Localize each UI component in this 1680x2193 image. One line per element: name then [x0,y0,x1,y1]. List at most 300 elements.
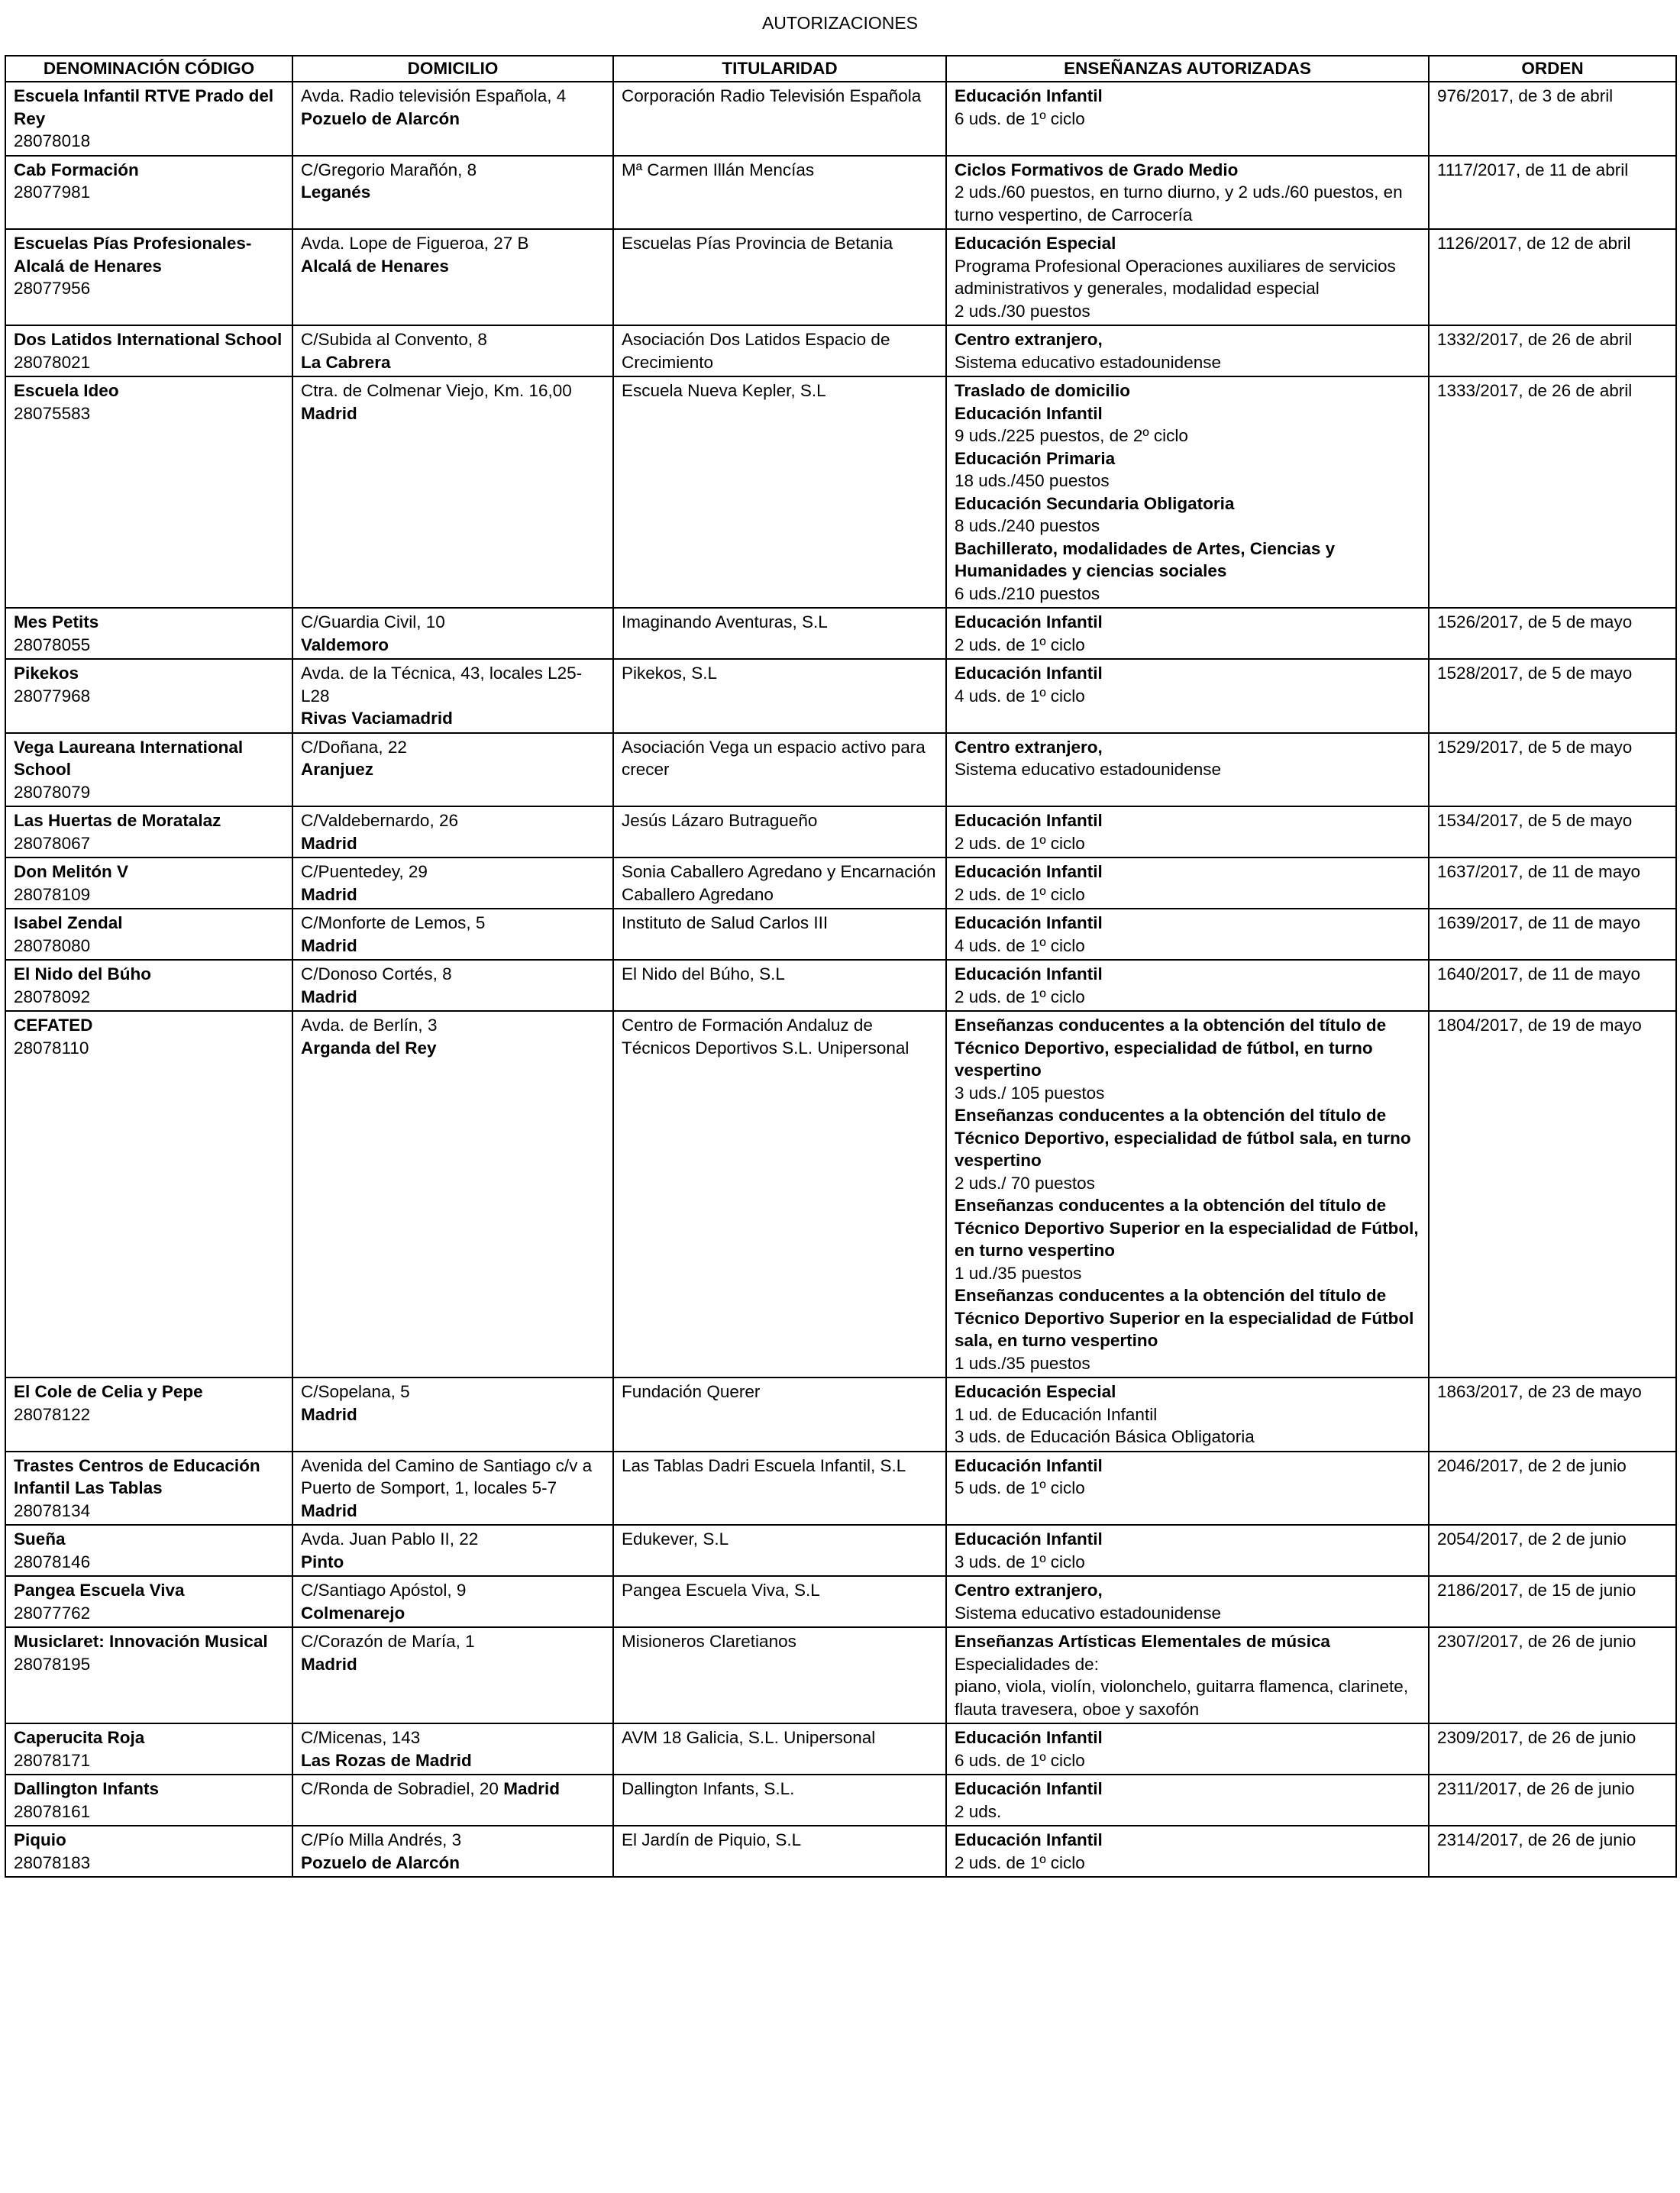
order-cell [1429,1627,1676,1723]
order-text: 2046/2017, de 2 de junio [1437,1455,1627,1475]
address-city: Madrid [301,987,357,1006]
table-row [5,82,1676,156]
center-name: Pangea Escuela Viva [14,1581,185,1600]
owner-cell [613,325,946,376]
address-city: Rivas Vaciamadrid [301,709,453,728]
teaching-heading: Educación Secundaria Obligatoria [955,493,1235,513]
teaching-detail: 5 uds. de 1º ciclo [955,1478,1085,1497]
center-cell [5,960,292,1011]
address-street: C/Doñana, 22 [301,737,407,757]
address-cell [292,1452,613,1526]
teaching-detail: 6 uds. de 1º ciclo [955,1750,1085,1770]
teachings-cell [946,1377,1429,1452]
column-header-name: DENOMINACIÓN CÓDIGO [5,56,292,82]
table-body [5,82,1676,1877]
center-name: Escuela Infantil RTVE Prado del Rey [14,86,274,128]
center-code: 28077956 [14,279,91,298]
center-code: 28075583 [14,403,91,423]
center-name: El Cole de Celia y Pepe [14,1382,203,1401]
teaching-detail: 3 uds. de Educación Básica Obligatoria [955,1427,1255,1446]
header-row [5,56,1676,82]
owner-text: Misioneros Claretianos [622,1632,796,1651]
teachings-cell [946,1011,1429,1377]
teaching-detail: 2 uds. de 1º ciclo [955,635,1085,654]
order-cell [1429,806,1676,857]
owner-cell [613,82,946,156]
owner-cell [613,1011,946,1377]
owner-text: Imaginando Aventuras, S.L [622,612,828,631]
center-cell [5,806,292,857]
address-cell [292,1525,613,1576]
center-cell [5,1723,292,1775]
address-cell [292,156,613,230]
address-city: Madrid [301,1654,357,1674]
order-text: 1534/2017, de 5 de mayo [1437,811,1633,830]
center-cell [5,1377,292,1452]
order-text: 1863/2017, de 23 de mayo [1437,1382,1642,1401]
order-text: 1528/2017, de 5 de mayo [1437,664,1633,683]
page-title: AUTORIZACIONES [761,13,919,33]
address-street: Avda. Lope de Figueroa, 27 B [301,234,529,253]
center-name: Trastes Centros de Educación Infantil Las Tablas [14,1455,260,1497]
order-cell [1429,229,1676,325]
authorizations-table [5,55,1677,1878]
teaching-detail: Programa Profesional Operaciones auxiliares de servicios administrativos y generales, modalidad especial [955,256,1396,298]
order-text: 2314/2017, de 26 de junio [1437,1830,1636,1849]
address-cell [292,1723,613,1775]
order-cell [1429,325,1676,376]
teaching-detail: Sistema educativo estadounidense [955,760,1221,779]
teachings-cell [946,325,1429,376]
address-cell [292,1826,613,1877]
address-street: Ctra. de Colmenar Viejo, Km. 16,00 [301,381,572,400]
order-text: 976/2017, de 3 de abril [1437,86,1614,105]
column-header-owner: TITULARIDAD [613,56,946,82]
address-city: La Cabrera [301,352,391,372]
address-cell [292,960,613,1011]
address-street: C/Micenas, 143 [301,1728,421,1747]
owner-text: AVM 18 Galicia, S.L. Unipersonal [622,1728,876,1747]
owner-cell [613,1775,946,1826]
center-code: 28078055 [14,635,91,654]
center-code: 28078183 [14,1852,91,1872]
owner-text: Asociación Dos Latidos Espacio de Crecimiento [622,330,890,372]
owner-cell [613,1723,946,1775]
address-cell [292,608,613,659]
owner-cell [613,733,946,807]
address-city: Madrid [301,833,357,853]
address-city: Valdemoro [301,635,389,654]
center-name: Don Melitón V [14,862,128,881]
teaching-detail: 6 uds. de 1º ciclo [955,108,1085,128]
center-code: 28077762 [14,1603,91,1623]
order-text: 1526/2017, de 5 de mayo [1437,612,1633,631]
teaching-heading: Educación Infantil [955,1529,1103,1549]
teaching-detail: 8 uds./240 puestos [955,516,1100,535]
center-name: Cab Formación [14,160,139,179]
order-text: 1804/2017, de 19 de mayo [1437,1016,1642,1035]
owner-text: Centro de Formación Andaluz de Técnicos Deportivos S.L. Unipersonal [622,1016,909,1058]
center-cell [5,857,292,909]
owner-cell [613,608,946,659]
address-cell [292,1377,613,1452]
address-cell [292,325,613,376]
address-cell [292,806,613,857]
teaching-heading: Centro extranjero, [955,737,1103,757]
order-text: 2311/2017, de 26 de junio [1437,1779,1635,1798]
teachings-cell [946,857,1429,909]
order-cell [1429,909,1676,960]
order-cell [1429,1011,1676,1377]
address-city: Madrid [301,884,357,904]
teaching-detail: 1 ud./35 puestos [955,1263,1082,1283]
address-cell [292,229,613,325]
teaching-heading: Enseñanzas conducentes a la obtención del título de Técnico Deportivo, especialidad de fútbol sala, en turno vespertino [955,1106,1411,1170]
order-text: 2307/2017, de 26 de junio [1437,1632,1636,1651]
order-cell [1429,608,1676,659]
table-row [5,1576,1676,1627]
owner-text: Jesús Lázaro Butragueño [622,811,818,830]
center-code: 28078018 [14,131,91,150]
address-street: C/Puentedey, 29 [301,862,428,881]
order-cell [1429,733,1676,807]
table-row [5,1377,1676,1452]
center-code: 28077968 [14,686,91,706]
table-row [5,1452,1676,1526]
teachings-cell [946,229,1429,325]
address-city: Madrid [301,1404,357,1424]
center-name: Escuela Ideo [14,381,119,400]
address-cell [292,733,613,807]
address-street: C/Valdebernardo, 26 [301,811,458,830]
table-row [5,806,1676,857]
order-cell [1429,857,1676,909]
address-street: C/Donoso Cortés, 8 [301,964,452,983]
center-code: 28078122 [14,1404,91,1424]
table-row [5,659,1676,733]
owner-text: Edukever, S.L [622,1529,729,1549]
table-row [5,156,1676,230]
teaching-detail: 18 uds./450 puestos [955,471,1110,490]
order-cell [1429,960,1676,1011]
teachings-cell [946,608,1429,659]
order-text: 2186/2017, de 15 de junio [1437,1581,1636,1600]
address-city: Pozuelo de Alarcón [301,108,460,128]
center-code: 28078021 [14,352,91,372]
owner-text: Corporación Radio Televisión Española [622,86,922,105]
owner-text: Fundación Querer [622,1382,761,1401]
owner-cell [613,229,946,325]
address-street: C/Pío Milla Andrés, 3 [301,1830,462,1849]
teaching-detail: 4 uds. de 1º ciclo [955,935,1085,955]
center-code: 28078092 [14,987,91,1006]
address-cell [292,909,613,960]
address-street: C/Corazón de María, 1 [301,1632,475,1651]
teaching-heading: Educación Infantil [955,1830,1103,1849]
teachings-cell [946,1452,1429,1526]
address-city: Pozuelo de Alarcón [301,1852,460,1872]
teachings-cell [946,909,1429,960]
center-name: Sueña [14,1529,66,1549]
center-name: CEFATED [14,1016,93,1035]
center-code: 28078161 [14,1801,91,1821]
order-text: 1639/2017, de 11 de mayo [1437,913,1641,932]
table-row [5,857,1676,909]
owner-text: Sonia Caballero Agredano y Encarnación Caballero Agredano [622,862,936,904]
owner-cell [613,857,946,909]
address-city: Arganda del Rey [301,1038,437,1058]
owner-cell [613,1576,946,1627]
address-street: C/Monforte de Lemos, 5 [301,913,486,932]
owner-cell [613,659,946,733]
teaching-detail: 2 uds./60 puestos, en turno diurno, y 2 uds./60 puestos, en turno vespertino, de Carrocería [955,182,1403,224]
order-cell [1429,1576,1676,1627]
owner-text: Dallington Infants, S.L. [622,1779,795,1798]
center-code: 28078080 [14,935,91,955]
teaching-heading: Educación Infantil [955,913,1103,932]
teaching-detail: 3 uds. de 1º ciclo [955,1552,1085,1571]
owner-cell [613,1627,946,1723]
teaching-heading: Enseñanzas conducentes a la obtención del título de Técnico Deportivo, especialidad de fútbol, en turno vespertino [955,1016,1387,1080]
teaching-heading: Educación Especial [955,234,1116,253]
teaching-detail: piano, viola, violín, violonchelo, guitarra flamenca, clarinete, flauta travesera, oboe y saxofón [955,1677,1409,1719]
owner-cell [613,806,946,857]
center-code: 28078195 [14,1654,91,1674]
address-cell [292,82,613,156]
center-cell [5,733,292,807]
teachings-cell [946,806,1429,857]
teaching-detail: 1 ud. de Educación Infantil [955,1404,1158,1424]
teaching-detail: 2 uds. [955,1801,1002,1821]
center-cell [5,229,292,325]
teaching-heading: Educación Especial [955,1382,1116,1401]
teachings-cell [946,156,1429,230]
order-cell [1429,1826,1676,1877]
teaching-heading: Educación Infantil [955,862,1103,881]
teaching-heading: Traslado de domicilio [955,381,1131,400]
center-code: 28077981 [14,182,91,202]
teaching-heading: Educación Infantil [955,811,1103,830]
owner-text: Las Tablas Dadri Escuela Infantil, S.L [622,1455,906,1475]
owner-text: El Nido del Búho, S.L [622,964,785,983]
teaching-detail: 1 uds./35 puestos [955,1353,1090,1373]
address-cell [292,659,613,733]
address-cell [292,1627,613,1723]
teaching-heading: Bachillerato, modalidades de Artes, Ciencias y Humanidades y ciencias sociales [955,538,1336,580]
teaching-heading: Educación Infantil [955,1779,1103,1798]
center-name: Musiclaret: Innovación Musical [14,1632,268,1651]
teaching-heading: Educación Infantil [955,1728,1103,1747]
order-cell [1429,82,1676,156]
table-row [5,1011,1676,1377]
center-cell [5,1826,292,1877]
teaching-heading: Centro extranjero, [955,330,1103,349]
teaching-detail: 3 uds./ 105 puestos [955,1083,1105,1103]
order-cell [1429,1452,1676,1526]
teachings-cell [946,1723,1429,1775]
owner-text: El Jardín de Piquio, S.L [622,1830,802,1849]
order-text: 2309/2017, de 26 de junio [1437,1728,1636,1747]
center-name: Vega Laureana International School [14,737,244,779]
order-cell [1429,1775,1676,1826]
teachings-cell [946,1576,1429,1627]
address-street: Avda. de Berlín, 3 [301,1016,438,1035]
center-cell [5,156,292,230]
order-text: 1637/2017, de 11 de mayo [1437,862,1641,881]
owner-cell [613,156,946,230]
teachings-cell [946,960,1429,1011]
teaching-heading: Centro extranjero, [955,1581,1103,1600]
center-code: 28078109 [14,884,91,904]
teachings-cell [946,733,1429,807]
center-cell [5,1011,292,1377]
teaching-heading: Educación Infantil [955,1455,1103,1475]
center-code: 28078067 [14,833,91,853]
order-text: 1117/2017, de 11 de abril [1437,160,1629,179]
teachings-cell [946,1525,1429,1576]
center-cell [5,1452,292,1526]
teaching-detail: 2 uds. de 1º ciclo [955,833,1085,853]
owner-text: Escuelas Pías Provincia de Betania [622,234,893,253]
table-row [5,608,1676,659]
owner-cell [613,909,946,960]
address-street: Avenida del Camino de Santiago c/v a Puerto de Somport, 1, locales 5-7 [301,1455,593,1497]
teaching-detail: 2 uds. de 1º ciclo [955,884,1085,904]
address-street: Avda. Radio televisión Española, 4 [301,86,567,105]
address-cell [292,376,613,608]
address-city: Madrid [301,935,357,955]
teaching-heading: Enseñanzas conducentes a la obtención del título de Técnico Deportivo Superior en la especialidad de Fútbol, en turno vespertino [955,1196,1419,1260]
order-cell [1429,1377,1676,1452]
teaching-detail: 2 uds. de 1º ciclo [955,987,1085,1006]
teaching-heading: Educación Primaria [955,448,1116,468]
center-name: Isabel Zendal [14,913,123,932]
owner-text: Pangea Escuela Viva, S.L [622,1581,820,1600]
owner-cell [613,376,946,608]
order-text: 1640/2017, de 11 de mayo [1437,964,1641,983]
teachings-cell [946,1775,1429,1826]
table-row [5,1826,1676,1877]
owner-cell [613,960,946,1011]
table-row [5,1775,1676,1826]
owner-text: Asociación Vega un espacio activo para crecer [622,737,926,779]
address-street: C/Guardia Civil, 10 [301,612,445,631]
center-cell [5,1576,292,1627]
center-code: 28078171 [14,1750,91,1770]
address-city: Pinto [301,1552,344,1571]
center-cell [5,82,292,156]
order-cell [1429,1525,1676,1576]
teaching-heading: Ciclos Formativos de Grado Medio [955,160,1239,179]
center-name: Mes Petits [14,612,99,631]
table-row [5,733,1676,807]
table-row [5,909,1676,960]
column-header-teachings: ENSEÑANZAS AUTORIZADAS [946,56,1429,82]
order-cell [1429,156,1676,230]
teaching-heading: Educación Infantil [955,403,1103,423]
table-row [5,325,1676,376]
owner-cell [613,1525,946,1576]
owner-cell [613,1452,946,1526]
teaching-heading: Educación Infantil [955,612,1103,631]
owner-text: Mª Carmen Illán Mencías [622,160,815,179]
center-cell [5,325,292,376]
address-city: Leganés [301,182,371,202]
address-street: C/Subida al Convento, 8 [301,330,487,349]
address-city: Alcalá de Henares [301,256,449,276]
teaching-detail: 6 uds./210 puestos [955,583,1100,603]
center-cell [5,1525,292,1576]
order-cell [1429,376,1676,608]
center-code: 28078079 [14,782,91,802]
teaching-heading: Enseñanzas conducentes a la obtención del título de Técnico Deportivo Superior en la especialidad de Fútbol sala, en turno vespertino [955,1286,1414,1350]
center-cell [5,608,292,659]
center-cell [5,1775,292,1826]
teaching-detail: 4 uds. de 1º ciclo [955,686,1085,706]
address-street: C/Santiago Apóstol, 9 [301,1581,467,1600]
table-row [5,376,1676,608]
address-cell [292,1011,613,1377]
center-code: 28078146 [14,1552,91,1571]
teaching-detail: Especialidades de: [955,1654,1099,1674]
owner-text: Escuela Nueva Kepler, S.L [622,381,826,400]
order-text: 1126/2017, de 12 de abril [1437,234,1631,253]
address-street: C/Sopelana, 5 [301,1382,410,1401]
teaching-heading: Educación Infantil [955,664,1103,683]
teaching-heading: Educación Infantil [955,86,1103,105]
table-row [5,1723,1676,1775]
teaching-detail: 2 uds. de 1º ciclo [955,1852,1085,1872]
teaching-detail: 2 uds./30 puestos [955,301,1090,321]
address-city: Madrid [503,1779,560,1798]
table-row [5,1525,1676,1576]
table-row [5,1627,1676,1723]
center-cell [5,1627,292,1723]
center-code: 28078134 [14,1500,91,1520]
order-cell [1429,659,1676,733]
center-cell [5,909,292,960]
owner-text: Pikekos, S.L [622,664,718,683]
address-city: Colmenarejo [301,1603,405,1623]
teachings-cell [946,376,1429,608]
center-name: Las Huertas de Moratalaz [14,811,221,830]
center-cell [5,659,292,733]
column-header-order: ORDEN [1429,56,1676,82]
center-name: Dallington Infants [14,1779,159,1798]
center-name: Escuelas Pías Profesionales-Alcalá de Henares [14,234,252,276]
table-header [5,56,1676,82]
address-cell [292,857,613,909]
center-name: Caperucita Roja [14,1728,145,1747]
address-street: C/Gregorio Marañón, 8 [301,160,477,179]
teachings-cell [946,1627,1429,1723]
table-row [5,960,1676,1011]
address-city: Madrid [301,1500,357,1520]
teaching-detail: Sistema educativo estadounidense [955,352,1221,372]
owner-cell [613,1377,946,1452]
center-cell [5,376,292,608]
column-header-address: DOMICILIO [292,56,613,82]
address-city: Aranjuez [301,760,374,779]
teachings-cell [946,82,1429,156]
center-name: Pikekos [14,664,79,683]
owner-cell [613,1826,946,1877]
center-name: Dos Latidos International School [14,330,283,349]
order-text: 1529/2017, de 5 de mayo [1437,737,1633,757]
teaching-detail: Sistema educativo estadounidense [955,1603,1221,1623]
order-cell [1429,1723,1676,1775]
address-cell [292,1775,613,1826]
